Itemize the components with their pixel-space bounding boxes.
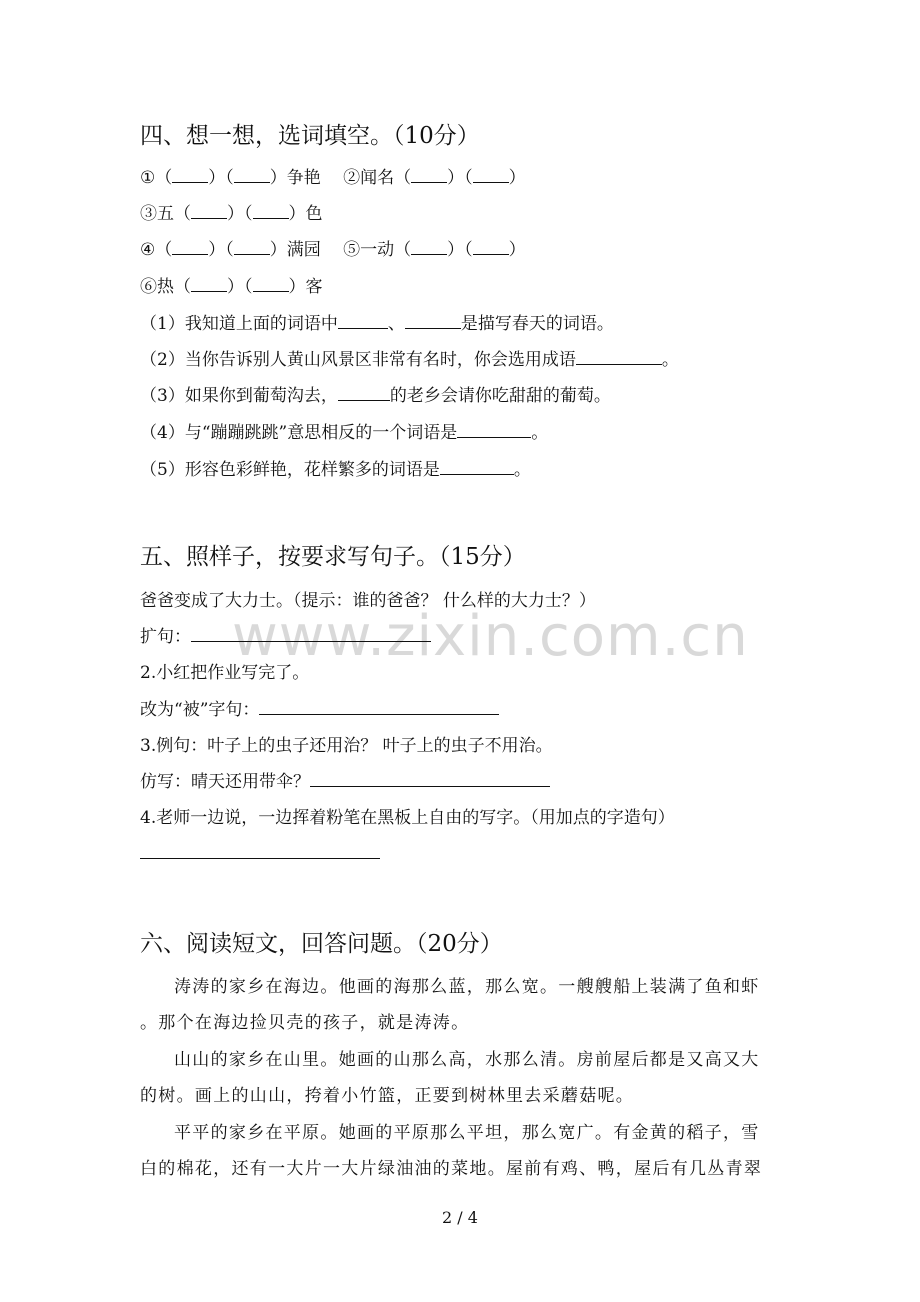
fill-line-1 <box>140 168 526 188</box>
blank <box>457 423 531 438</box>
text-part: ）（ <box>227 204 253 224</box>
page-number: 2 / 4 <box>442 1208 478 1227</box>
reading-p2-line2: 的树。画上的山山，挎着小竹篮，正要到树林里去采蘑菇呢。 <box>140 1086 635 1106</box>
section4-heading: 四、想一想，选词填空。（10分） <box>140 123 480 149</box>
reading-p2-line1: 山山的家乡在山里。她画的山那么高，水那么清。房前屋后都是又高又大 <box>174 1050 760 1070</box>
s5-line-3: 2.小红把作业写完了。 <box>140 663 310 683</box>
text-part: ）（ <box>447 240 473 260</box>
text-part: 。 <box>513 460 531 480</box>
blank <box>172 240 208 255</box>
text-part: ）（ <box>227 277 253 297</box>
blank <box>411 168 447 183</box>
text-part: （5）形容色彩鲜艳，花样繁多的词语是 <box>140 460 440 480</box>
reading-p1-line1: 涛涛的家乡在海边。他画的海那么蓝，那么宽。一艘艘船上装满了鱼和虾 <box>174 977 760 997</box>
text-part: 扩句： <box>140 627 191 647</box>
question-4 <box>140 423 548 443</box>
question-5 <box>140 460 531 480</box>
text-part: ③五（ <box>140 204 191 224</box>
text-part: 。 <box>661 350 679 370</box>
fill-line-2 <box>140 204 323 224</box>
blank <box>411 240 447 255</box>
watermark: www.zixin.com.cn <box>232 604 749 669</box>
s5-line-6 <box>140 772 550 792</box>
blank <box>473 168 509 183</box>
section5-heading: 五、照样子，按要求写句子。（15分） <box>140 544 526 570</box>
text-part: 仿写：晴天还用带伞？ <box>140 772 310 792</box>
text-part: （2）当你告诉别人黄山风景区非常有名时，你会选用成语 <box>140 350 576 370</box>
text-part: （4）与“蹦蹦跳跳”意思相反的一个词语是 <box>140 423 458 443</box>
answer-blank <box>259 700 499 715</box>
s5-line-2 <box>140 627 431 647</box>
fill-line-4 <box>140 277 323 297</box>
text-part: ）（ <box>447 168 473 188</box>
text-part: ①（ <box>140 168 173 188</box>
blank <box>338 314 388 329</box>
blank <box>234 240 270 255</box>
s5-line-8 <box>140 844 380 864</box>
blank <box>191 204 227 219</box>
text-part: 改为“被”字句： <box>140 700 260 720</box>
blank <box>338 386 390 401</box>
text-part: ） <box>508 168 526 188</box>
s5-line-4 <box>140 700 499 720</box>
question-1 <box>140 314 614 334</box>
text-part: 。 <box>531 423 549 443</box>
text-part: ） <box>508 240 526 260</box>
text-part: ）（ <box>208 240 234 260</box>
s5-line-5: 3.例句：叶子上的虫子还用治？ 叶子上的虫子不用治。 <box>140 736 553 756</box>
text-part: 是描写春天的词语。 <box>460 314 614 334</box>
blank <box>576 350 662 365</box>
text-part: ⑥热（ <box>140 277 191 297</box>
text-part: （3）如果你到葡萄沟去， <box>140 386 338 406</box>
blank <box>191 277 227 292</box>
text-part: ）（ <box>208 168 234 188</box>
answer-blank <box>310 772 550 787</box>
reading-p1-line2: 。那个在海边捡贝壳的孩子，就是涛涛。 <box>140 1013 470 1033</box>
section6-heading: 六、阅读短文，回答问题。（20分） <box>140 931 503 957</box>
s5-line-1: 爸爸变成了大力士。（提示：谁的爸爸？ 什么样的大力士？） <box>140 591 596 611</box>
blank <box>440 460 514 475</box>
blank <box>253 204 289 219</box>
text-part: ④（ <box>140 240 173 260</box>
question-3 <box>140 386 611 406</box>
text-part: ）争艳 ②闻名（ <box>269 168 412 188</box>
reading-p3-line2: 白的棉花，还有一大片一大片绿油油的菜地。屋前有鸡、鸭，屋后有几丛青翠 <box>140 1159 763 1179</box>
reading-p3-line1: 平平的家乡在平原。她画的平原那么平坦，那么宽广。有金黄的稻子，雪 <box>174 1123 760 1143</box>
text-part: ）客 <box>288 277 323 297</box>
answer-blank <box>140 844 380 859</box>
text-part: （1）我知道上面的词语中 <box>140 314 338 334</box>
blank <box>234 168 270 183</box>
blank <box>172 168 208 183</box>
fill-line-3 <box>140 240 526 260</box>
text-part: ）色 <box>288 204 323 224</box>
s5-line-7: 4.老师一边说，一边挥着粉笔在黑板上自由的写字。（用加点的字造句） <box>140 808 675 828</box>
blank <box>253 277 289 292</box>
text-part: ）满园 ⑤一动（ <box>269 240 412 260</box>
answer-blank <box>191 627 431 642</box>
blank <box>473 240 509 255</box>
blank <box>405 314 461 329</box>
text-part: 的老乡会请你吃甜甜的葡萄。 <box>389 386 611 406</box>
text-part: 、 <box>387 314 405 334</box>
question-2 <box>140 350 679 370</box>
